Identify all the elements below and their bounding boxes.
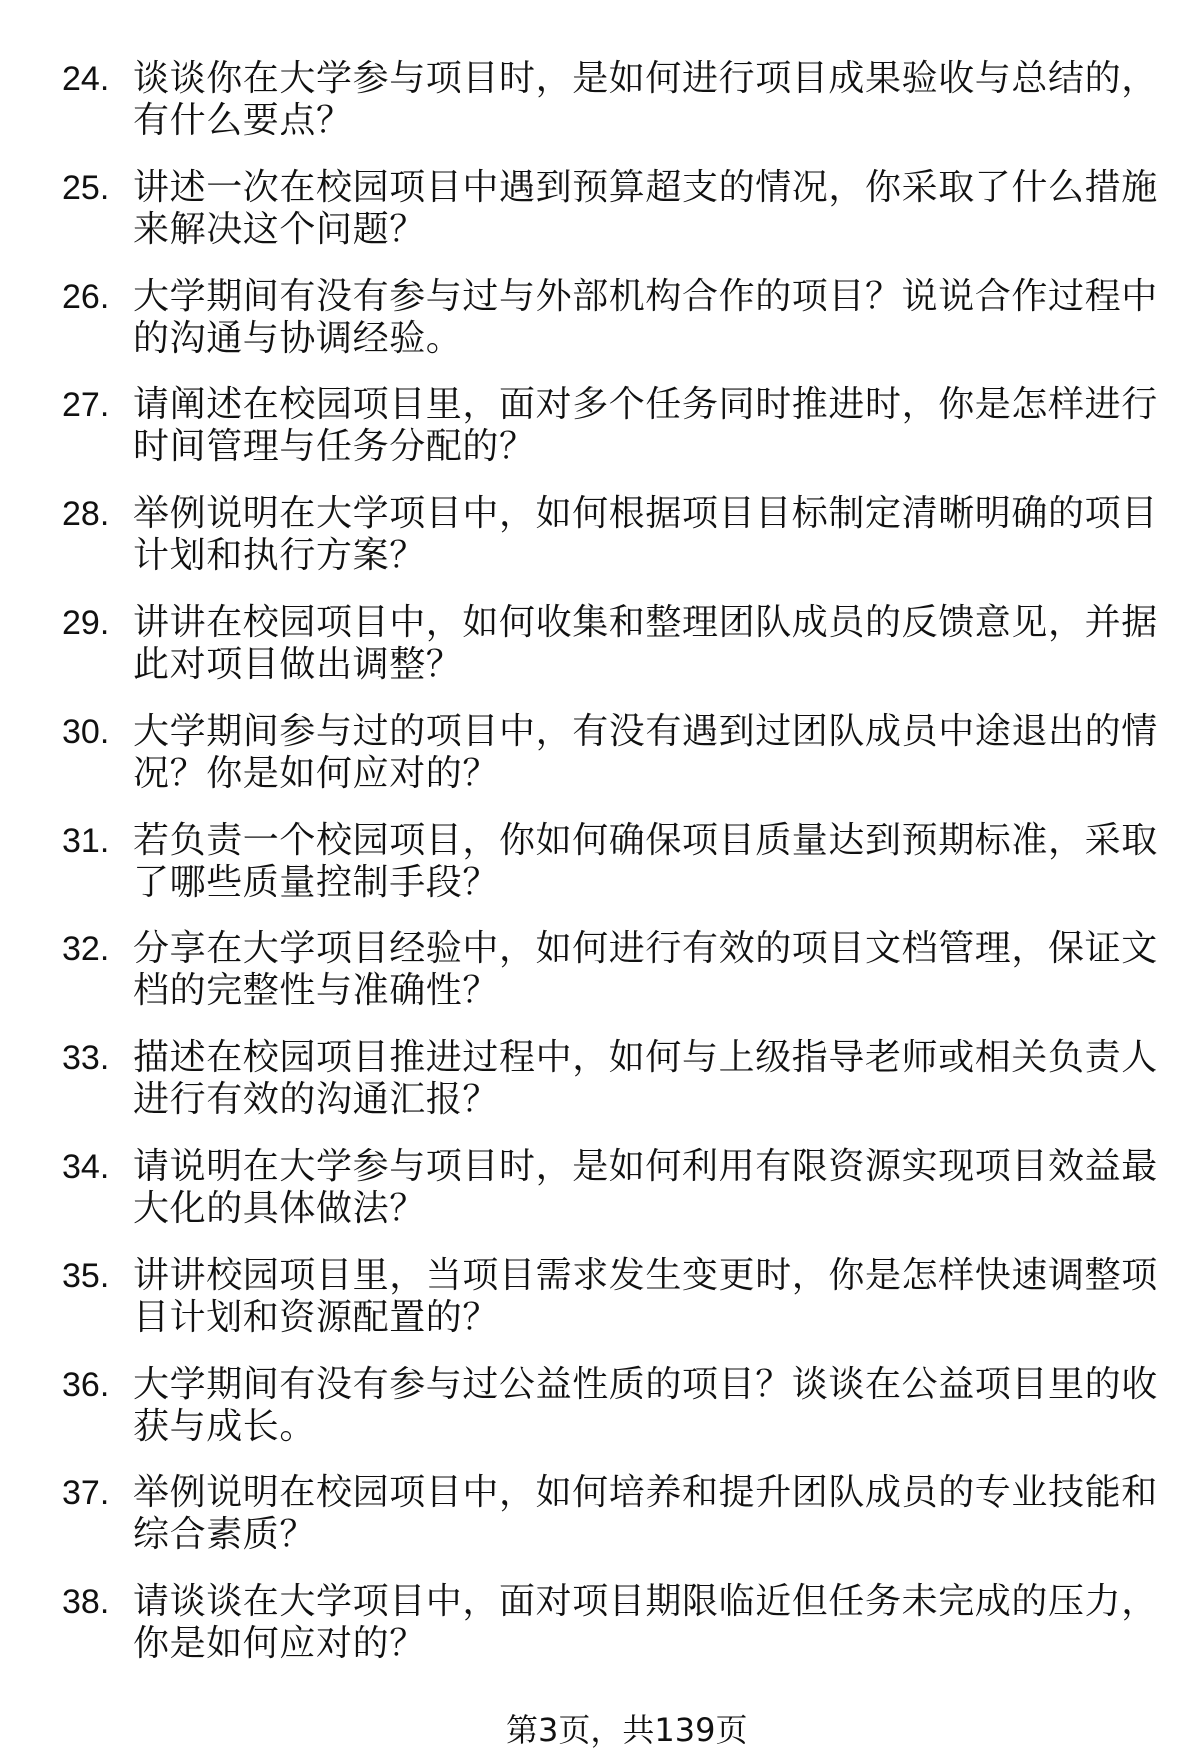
- question-item: [0, 167, 1190, 251]
- question-text-line: 获与成长。: [133, 1405, 317, 1447]
- question-text-line: 谈谈你在大学参与项目时，是如何进行项目成果验收与总结的，: [133, 58, 1158, 99]
- question-number: 25.: [62, 168, 110, 207]
- question-text-line: 综合素质？: [133, 1514, 317, 1556]
- question-number: 36.: [62, 1365, 110, 1404]
- question-number: 31.: [62, 821, 110, 860]
- question-number: 33.: [62, 1039, 110, 1078]
- question-text-line: 讲讲校园项目里，当项目需求发生变更时，你是怎样快速调整项: [133, 1254, 1158, 1296]
- question-text-line: 讲述一次在校园项目中遇到预算超支的情况，你采取了什么措施: [133, 166, 1158, 208]
- question-number: 26.: [62, 277, 110, 316]
- question-number: 34.: [62, 1147, 110, 1186]
- question-text-line: 描述在校园项目推进过程中，如何与上级指导老师或相关负责人: [133, 1037, 1158, 1079]
- question-text-line: 的沟通与协调经验。: [133, 317, 463, 359]
- question-text-line: 大学期间有没有参与过与外部机构合作的项目？说说合作过程中: [133, 275, 1158, 317]
- question-text-line: 时间管理与任务分配的？: [133, 426, 536, 468]
- question-text-line: 计划和执行方案？: [133, 535, 426, 577]
- question-text-line: 分享在大学项目经验中，如何进行有效的项目文档管理，保证文: [133, 928, 1158, 970]
- question-text-line: 大学期间参与过的项目中，有没有遇到过团队成员中途退出的情: [133, 710, 1158, 752]
- question-text-line: 况？你是如何应对的？: [133, 752, 500, 794]
- question-text-line: 请说明在大学参与项目时，是如何利用有限资源实现项目效益最: [133, 1145, 1158, 1187]
- question-text-line: 大学期间有没有参与过公益性质的项目？谈谈在公益项目里的收: [133, 1363, 1158, 1405]
- question-text-line: 请阐述在校园项目里，面对多个任务同时推进时，你是怎样进行: [133, 384, 1158, 426]
- question-number: 38.: [62, 1583, 110, 1622]
- question-number: 32.: [62, 930, 110, 969]
- question-item: [0, 820, 1190, 904]
- question-item: [0, 276, 1190, 360]
- question-text-line: 了哪些质量控制手段？: [133, 861, 500, 903]
- question-item: [0, 1581, 1190, 1665]
- question-number: 28.: [62, 495, 110, 534]
- question-list: [0, 58, 1190, 1690]
- question-text-line: 讲讲在校园项目中，如何收集和整理团队成员的反馈意见，并据: [133, 601, 1158, 643]
- question-item: [0, 1255, 1190, 1339]
- question-text-line: 若负责一个校园项目，你如何确保项目质量达到预期标准，采取: [133, 819, 1158, 861]
- question-number: 35.: [62, 1256, 110, 1295]
- question-item: [0, 58, 1190, 142]
- question-number: 37.: [62, 1474, 110, 1513]
- question-text-line: 你是如何应对的？: [133, 1623, 426, 1665]
- question-text-line: 举例说明在校园项目中，如何培养和提升团队成员的专业技能和: [133, 1472, 1158, 1514]
- question-text-line: 来解决这个问题？: [133, 208, 426, 250]
- question-item: [0, 711, 1190, 795]
- question-item: [0, 384, 1190, 468]
- question-text-line: 请谈谈在大学项目中，面对项目期限临近但任务未完成的压力，: [133, 1581, 1158, 1623]
- question-item: [0, 1037, 1190, 1121]
- question-text-line: 进行有效的沟通汇报？: [133, 1079, 500, 1121]
- question-item: [0, 1472, 1190, 1556]
- question-text-line: 档的完整性与准确性？: [133, 970, 500, 1012]
- question-item: [0, 928, 1190, 1012]
- question-number: 24.: [62, 60, 110, 98]
- question-text-line: 目计划和资源配置的？: [133, 1296, 500, 1338]
- question-item: [0, 602, 1190, 686]
- question-item: [0, 1364, 1190, 1448]
- question-number: 30.: [62, 712, 110, 751]
- question-text-line: 有什么要点？: [133, 100, 353, 141]
- question-item: [0, 1146, 1190, 1230]
- question-text-line: 大化的具体做法？: [133, 1187, 426, 1229]
- page-footer: 第3页，共139页: [506, 1711, 748, 1749]
- question-text-line: 举例说明在大学项目中，如何根据项目目标制定清晰明确的项目: [133, 493, 1158, 535]
- question-item: [0, 493, 1190, 577]
- question-number: 27.: [62, 386, 110, 425]
- question-number: 29.: [62, 603, 110, 642]
- question-text-line: 此对项目做出调整？: [133, 643, 463, 685]
